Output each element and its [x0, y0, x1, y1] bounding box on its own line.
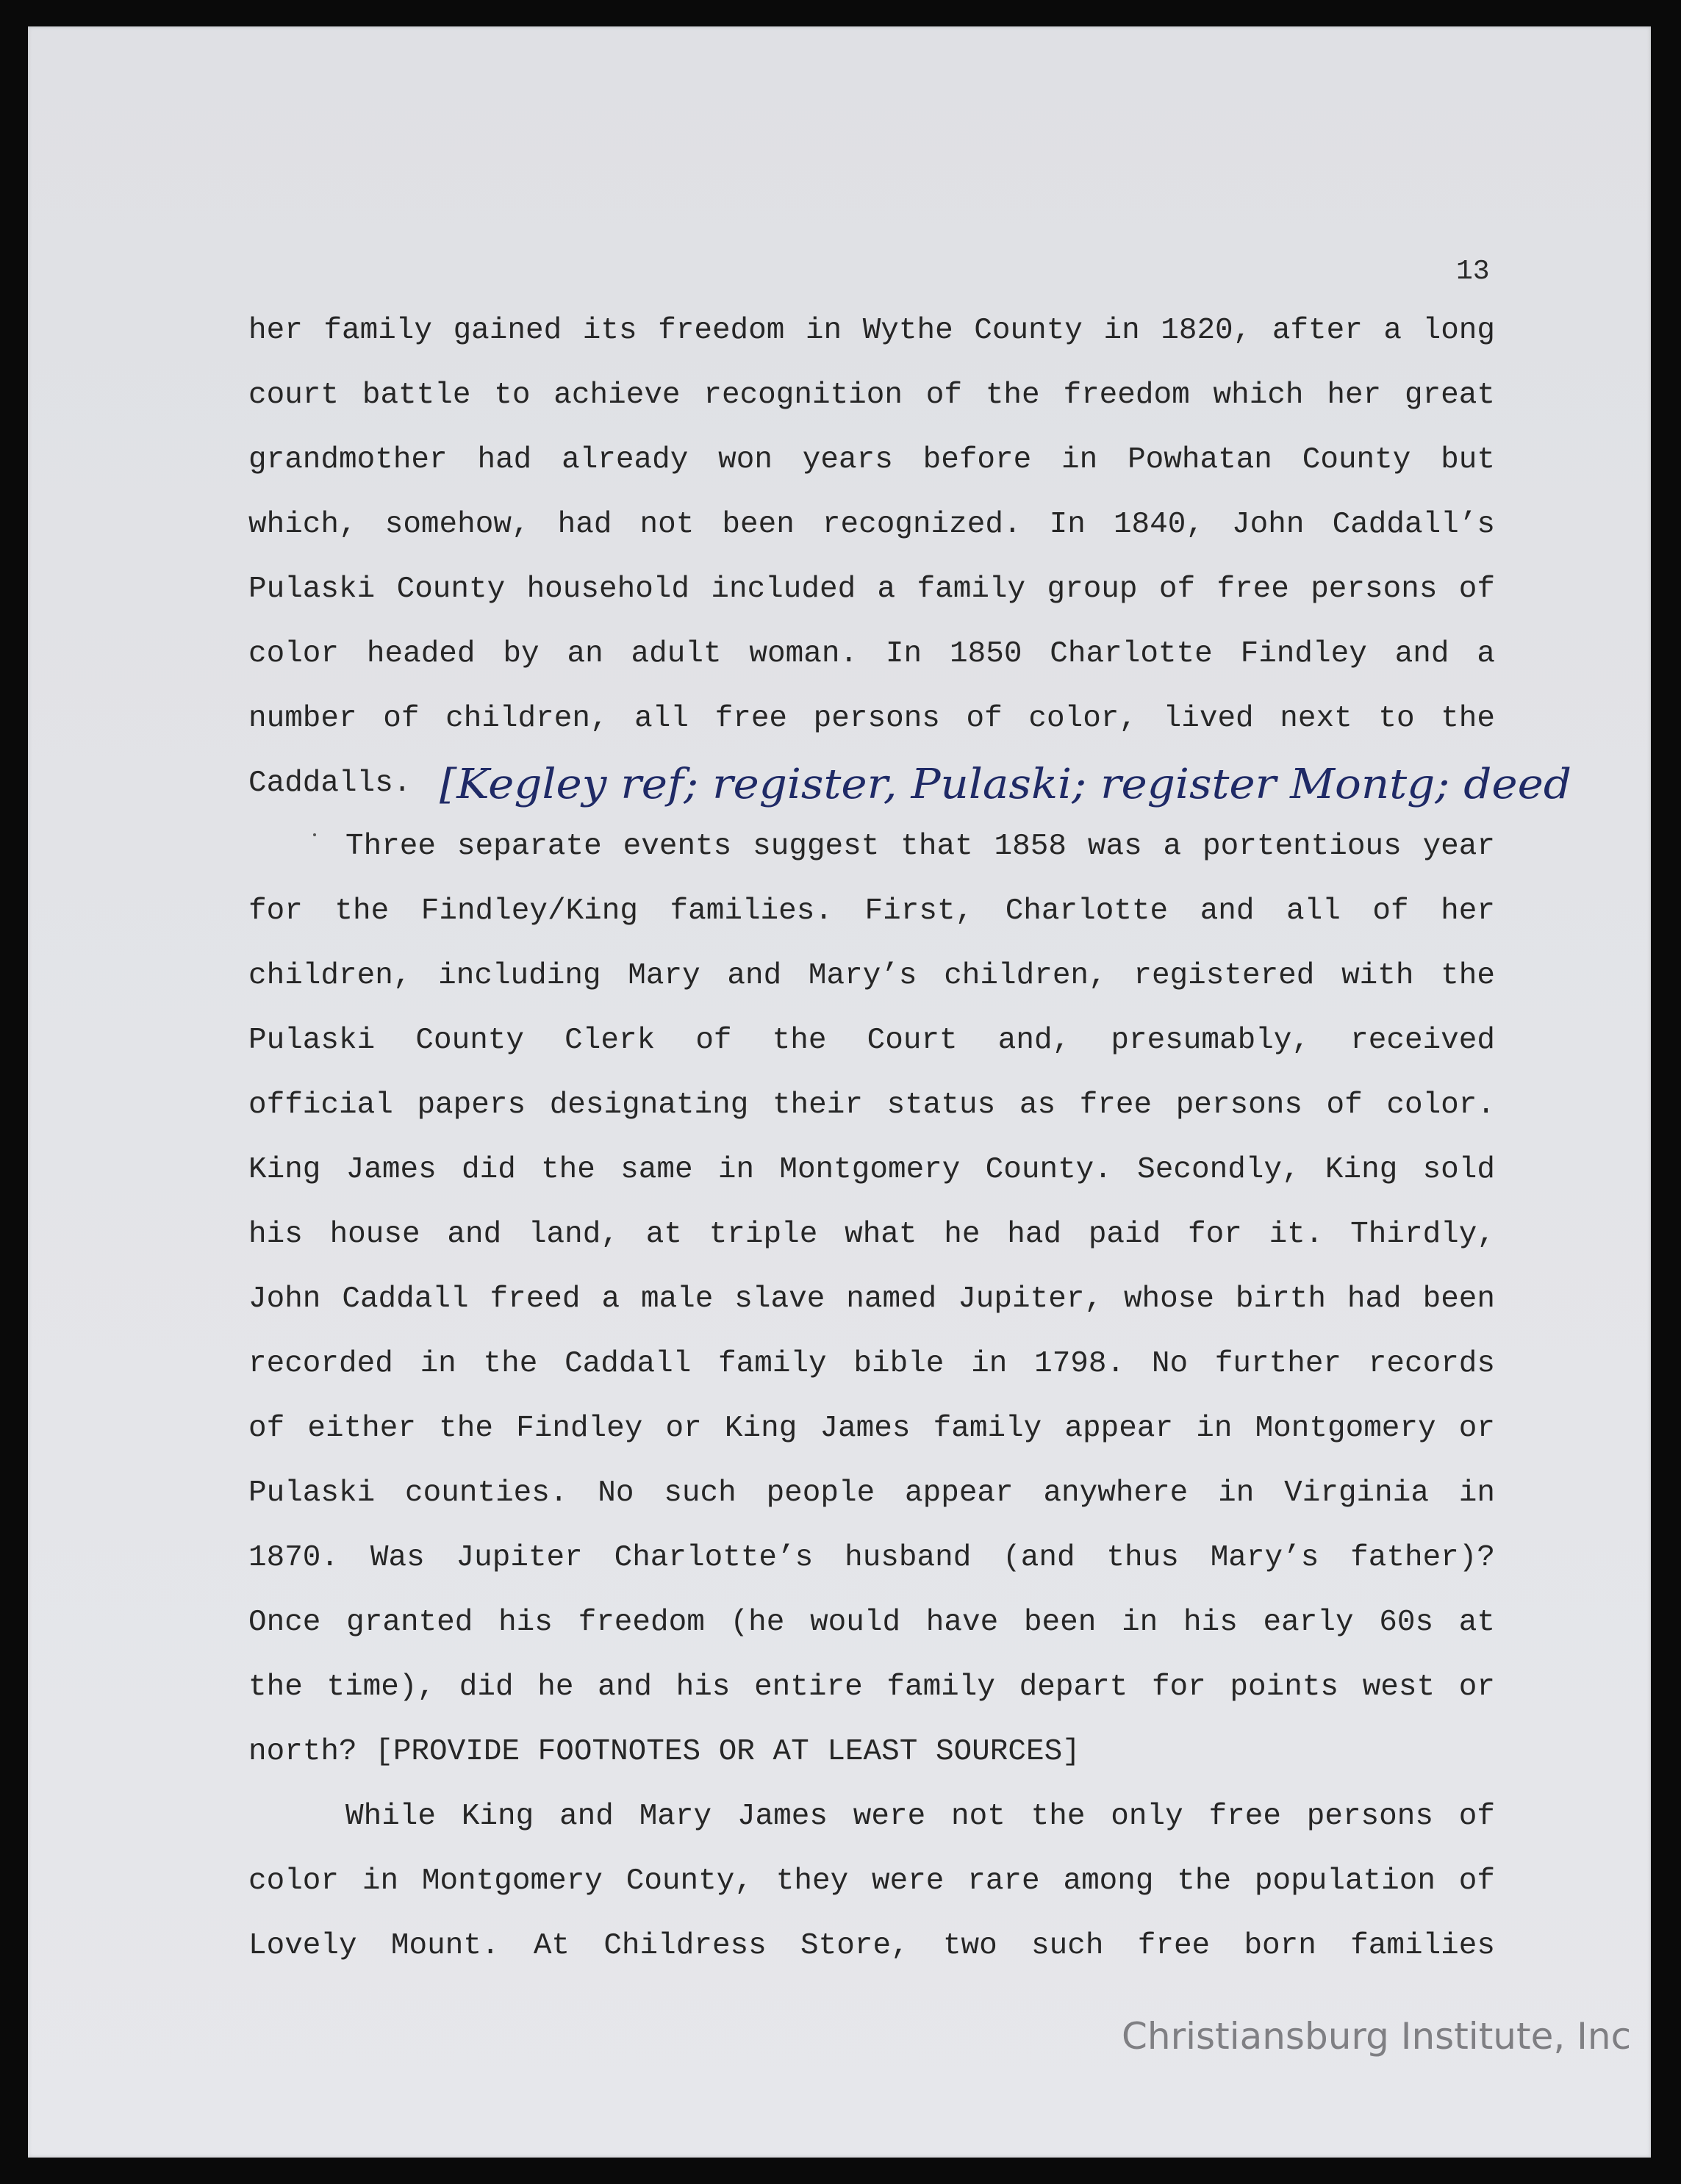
watermark: Christiansburg Institute, Inc — [1122, 2015, 1632, 2058]
document-page — [28, 26, 1651, 2158]
page-number: 13 — [1456, 256, 1490, 287]
text-line: Pulaski County Clerk of the Court and, presumably, received — [248, 1024, 1495, 1057]
text-line: number of children, all free persons of color, lived next to the — [248, 702, 1495, 736]
text-line: Once granted his freedom (he would have been in his early 60s at — [248, 1606, 1495, 1639]
text-line: grandmother had already won years before in Powhatan County but — [248, 443, 1495, 477]
text-line: color headed by an adult woman. In 1850 Charlotte Findley and a — [248, 637, 1495, 671]
text-line: the time), did he and his entire family depart for points west or — [248, 1670, 1495, 1704]
text-line: King James did the same in Montgomery County. Secondly, King sold — [248, 1153, 1495, 1187]
text-line: of either the Findley or King James family appear in Montgomery or — [248, 1412, 1495, 1445]
text-line: color in Montgomery County, they were rare among the population of — [248, 1864, 1495, 1898]
text-line: 1870. Was Jupiter Charlotte’s husband (and thus Mary’s father)? — [248, 1541, 1495, 1575]
stray-mark — [313, 833, 316, 836]
text-line: which, somehow, had not been recognized. In 1840, John Caddall’s — [248, 508, 1495, 542]
text-line: official papers designating their status as free persons of color. — [248, 1088, 1495, 1122]
text-line: While King and Mary James were not the only free persons of — [345, 1800, 1495, 1833]
text-line: John Caddall freed a male slave named Jupiter, whose birth had been — [248, 1282, 1495, 1316]
text-line: recorded in the Caddall family bible in 1798. No further records — [248, 1347, 1495, 1381]
handwritten-note: [Kegley ref; register, Pulaski; register Montg; deed — [440, 761, 1571, 808]
text-line: north? [PROVIDE FOOTNOTES OR AT LEAST SOURCES] — [248, 1735, 1080, 1769]
text-line: his house and land, at triple what he had paid for it. Thirdly, — [248, 1218, 1495, 1251]
text-line: her family gained its freedom in Wythe County in 1820, after a long — [248, 314, 1495, 348]
text-line: Pulaski County household included a family group of free persons of — [248, 572, 1495, 606]
text-line: court battle to achieve recognition of the freedom which her great — [248, 378, 1495, 412]
text-line: for the Findley/King families. First, Charlotte and all of her — [248, 894, 1495, 928]
text-line: Caddalls. — [248, 766, 412, 800]
text-line: Pulaski counties. No such people appear anywhere in Virginia in — [248, 1476, 1495, 1510]
text-line: children, including Mary and Mary’s children, registered with the — [248, 959, 1495, 993]
handwritten-annotation — [440, 752, 1586, 819]
text-line: Lovely Mount. At Childress Store, two such free born families — [248, 1929, 1495, 1963]
text-line: Three separate events suggest that 1858 was a portentious year — [345, 830, 1495, 863]
